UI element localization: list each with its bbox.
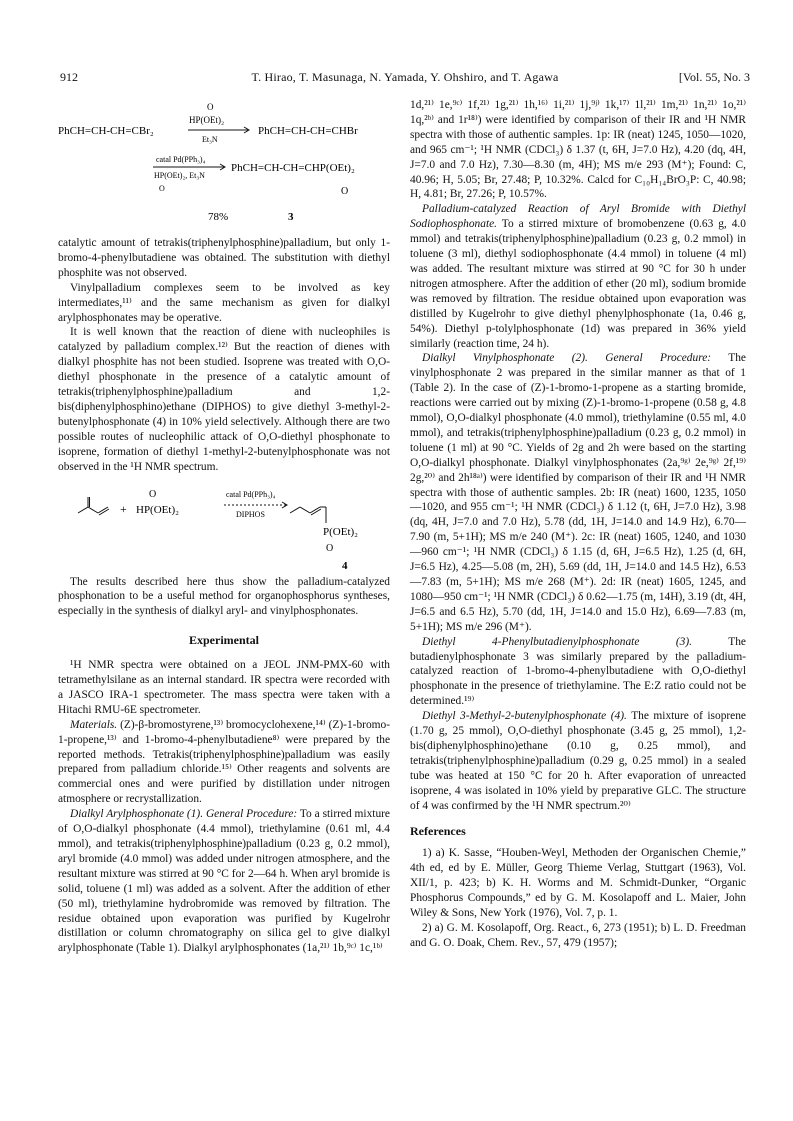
vinyl-text: The vinylphosphonate 2 was prepared in the similar manner as that of 1 (Table 2). In the case of (Z)-1-bromo-1-propene as a starting bromide, reactions were carried out by mixing (Z)-1-bromo-1-propene (0.58 g, 4.8 mmol), O,O-dialkyl phosphonate (4.0 mmol), triethylamine (0.55 ml, 4.0 mmol), and tetrakis(triphenylphosphine)palladium (0.23 g, 0.2 mmol) in toluene (1 ml) at 90 °C. Yields of 2g and 2h were based on the starting O,O-dialkyl phosphonate. Dialkyl vinylphosphonates (2a,⁹ᵍ⁾ 2e,⁹ᵍ⁾ 2f,¹⁹⁾ 2g,²⁰⁾ and 2h¹⁸ᵃ⁾) were identified by comparison of their IR and ¹H NMR spectra with those of authentic samples. 2b: IR (neat) 1600, 1235, 1050—1020, and 955 cm⁻¹; ¹H NMR (CDCl₃) δ 1.12 (t, 6H, J=7.0 Hz), 3.98 (dq, 4H, J=7.0 and 7.0 Hz), 5.78 (dd, 1H, J=14.0 and 14.9 Hz), 6.70—7.90 (m, 5+1H); MS m/e 240 (M⁺). 2c: IR (neat) 1605, 1240, and 1030—960 cm⁻¹; ¹H NMR (CDCl₃) δ 1.15 (d, 6H, J=6.5 Hz), 1.25 (d, 6H, J=6.5 Hz), 4.25—5.08 (m, 2H), 5.69 (dd, 1H, J=14.0 and 14.5 Hz), 6.53—7.83 (m, 5+1H); MS m/e 268 (M⁺). 2d: IR (neat) 1605, 1245, and 1080—950 cm⁻¹; ¹H NMR (CDCl₃) δ 0.62—1.75 (m, 14H), 3.19 (dt, 4H, J=6.5 and 6.5 Hz), 5.70 (dd, 1H, J=14.0 and 15.0 Hz), 6.69—7.83 (m, 5+1H); MS m/e 296 (M⁺).: [410, 352, 746, 633]
materials-paragraph: [58, 718, 390, 807]
left-paragraph-2: Vinylpalladium complexes seem to be involved as key intermediates,¹¹⁾ and the same mechanism as given for dialkyl arylphosphonates may be operative.: [58, 281, 390, 324]
diethyl3-paragraph: [410, 709, 746, 813]
product-4-structure: [290, 507, 326, 523]
scheme-1-reagent-oxygen: O: [207, 102, 214, 112]
scheme-2-product-oxygen: O: [326, 542, 334, 554]
scheme-2-product-phosphorus: P(OEt)₂: [323, 525, 358, 538]
scheme-1-reagent: HP(OEt)₂: [189, 115, 225, 125]
scheme-1-reagent-2-oxygen: O: [159, 184, 165, 193]
scheme-2-catalyst: catal Pd(PPh₃)₄: [226, 489, 276, 499]
scheme-1-catalyst: catal Pd(PPh₃)₄: [156, 155, 206, 164]
materials-text: (Z)-β-bromostyrene,¹³⁾ bromocyclohexene,¹⁴⁾ (Z)-1-bromo-1-propene,¹³⁾ and 1-bromo-4-phenylbutadiene⁸⁾ were prepared by the reported methods. Tetrakis(triphenylphosphine)palladium was easily prepared from palladium chloride.¹⁵⁾ Other reagents and solvents are commercial ones and were purified by distillation under nitrogen atmosphere or recrystallization.: [58, 718, 390, 806]
pd-aryl-text: To a stirred mixture of bromobenzene (0.63 g, 4.0 mmol) and tetrakis(triphenylphosphine)palladium (0.23 g, 0.2 mmol) in toluene (3 ml), diethyl sodiophosphonate (4.4 mmol) in toluene (4 ml) was added. The resultant mixture was stirred at 90 °C for 30 h under nitrogen atmosphere. After the addition of ether (20 ml), sodium bromide was removed by filtration. The residue obtained upon evaporation was distilled by Kugelrohr to give diethyl phenylphosphonate (1a, 0.46 g, 54%). Diethyl p-tolylphosphonate (1d) was prepared in 36% yield similarly (reaction time, 24 h).: [410, 218, 746, 350]
diethyl4-label: Diethyl 4-Phenylbutadienylphosphonate (3).: [422, 635, 693, 648]
experimental-heading: Experimental: [189, 633, 259, 648]
diethyl4-paragraph: [410, 635, 746, 710]
running-header: [60, 70, 750, 86]
scheme-1-product-oxygen: O: [341, 186, 349, 197]
scheme-1-base: Et₃N: [202, 135, 218, 144]
scheme-2-ligand: DIPHOS: [236, 509, 265, 519]
diethyl3-label: Diethyl 3-Methyl-2-butenylphosphonate (4).: [422, 710, 627, 723]
scheme-1-reagent-2: HP(OEt)₂, Et₃N: [154, 171, 205, 180]
scheme-1-reactant: PhCH=CH-CH=CBr₂: [58, 125, 154, 137]
dialkyl-aryl-label: Dialkyl Arylphosphonate (1). General Procedure:: [70, 808, 298, 821]
reference-2: 2) a) G. M. Kosolapoff, Org. React., 6, 273 (1951); b) L. D. Freedman and G. O. Doak, Chem. Rev., 57, 479 (1957);: [410, 921, 746, 949]
pd-aryl-paragraph: [410, 202, 746, 351]
scheme-2-plus: +: [120, 501, 127, 516]
dialkyl-aryl-text: To a stirred mixture of O,O-dialkyl phosphonate (4.4 mmol), triethylamine (0.61 ml, 4.4 mmol), and tetrakis(triphenylphosphine)palladium (0.23 g, 0.2 mmol), aryl bromide (4.0 mmol) was added under nitrogen atmosphere, and the resultant mixture was stirred at 90 °C for 2—64 h. When aryl bromide is solid, toluene (1 ml) was added as a solvent. After the addition of ether (50 ml), triethylamine hydrobromide was removed by filtration. The residue obtained upon evaporation was purified by Kugelrohr distillation or column chromatography on silica gel to give dialkyl arylphosphonate (Table 1). Dialkyl arylphosphonates (1a,²¹⁾ 1b,⁹ᶜ⁾ 1c,¹ᵇ⁾: [58, 808, 390, 955]
left-column: [58, 98, 390, 956]
volume-info: [Vol. 55, No. 3: [678, 70, 750, 84]
isoprene-structure: [78, 497, 109, 515]
dialkyl-aryl-paragraph: [58, 807, 390, 956]
left-paragraph-4: The results described here thus show the palladium-catalyzed phosphonation to be a useful method for organophosphorus syntheses, especially in the synthesis of dialkyl aryl- and vinylphosphonates.: [58, 575, 390, 618]
scheme-1-graphic: [58, 98, 390, 236]
left-paragraph-5: ¹H NMR spectra were obtained on a JEOL JNM-PMX-60 with tetramethylsilane as an internal standard. IR spectra were recorded with a JASCO IRA-1 spectrometer. The mass spectra were taken with a Hitachi RMU-6E spectrometer.: [58, 659, 390, 716]
reference-1: 1) a) K. Sasse, “Houben-Weyl, Methoden der Organischen Chemie,” 4th ed, ed by E. Müller, Georg Thieme Verlag, Stuttgart (1963), Vol. XII/1, p. 423; b) K. H. Worms and M. Schmidt-Dunker, “Organic Phosphorus Compounds,” ed by G. M. Kosolapoff and L. Maier, John Wiley & Sons, New York (1976), Vol. 7, p. 1.: [410, 847, 746, 920]
scheme-2-compound-number: 4: [342, 559, 348, 572]
scheme-2-graphic: [58, 475, 390, 575]
vinyl-label: Dialkyl Vinylphosphonate (2). General Procedure:: [422, 352, 712, 365]
pd-aryl-label: Palladium-catalyzed Reaction of Aryl Bromide with Diethyl Sodiophosphonate.: [410, 203, 746, 231]
vinyl-paragraph: [410, 351, 746, 634]
right-paragraph-1: 1d,²¹⁾ 1e,⁹ᶜ⁾ 1f,²¹⁾ 1g,²¹⁾ 1h,¹⁶⁾ 1i,²¹⁾ 1j,⁹ʲ⁾ 1k,¹⁷⁾ 1l,²¹⁾ 1m,²¹⁾ 1n,²¹⁾ 1o,²¹⁾ 1q,²ᵇ⁾ and 1r¹⁸⁾) were identified by comparison of their IR and ¹H NMR spectra with those of authentic samples. 1p: IR (neat) 1245, 1050—1020, and 965 cm⁻¹; ¹H NMR (CDCl₃) δ 1.37 (t, 6H, J=7.0 Hz), 4.20 (dq, 4H, J=7.0 and 7.0 Hz), 7.30—8.30 (m, 4H); MS m/e 293 (M⁺); Found: C, 40.96; H, 5.05; Br, 27.48; P, 10.32%. Calcd for C₁₀H₁₄BrO₃P: C, 40.98; H, 4.81; Br, 27.26; P, 10.57%.: [410, 99, 746, 201]
scheme-1-intermediate: PhCH=CH-CH=CHBr: [258, 125, 358, 137]
references-heading: References: [410, 823, 466, 838]
scheme-2-reagent: HP(OEt)₂: [136, 503, 179, 516]
scheme-1-yield: 78%: [208, 211, 229, 223]
reaction-scheme-1: [58, 98, 390, 236]
right-column: [410, 98, 746, 951]
diethyl4-text: The butadienylphosphonate 3 was similarly prepared by the palladium-catalyzed reaction of 1-bromo-4-phenylbutadiene with O,O-diethyl phosphonate in the presence of triethylamine. The E:Z ratio could not be determined.¹⁹⁾: [410, 635, 746, 708]
scheme-1-compound-number: 3: [288, 211, 294, 223]
left-paragraph-1: catalytic amount of tetrakis(triphenylphosphine)palladium, but only 1-bromo-4-phenylbutadiene was obtained. The substitution with diethyl phosphite was not observed.: [58, 237, 390, 279]
reaction-scheme-2: [58, 475, 390, 575]
scheme-2-reagent-oxygen: O: [149, 488, 157, 500]
scheme-1-product: PhCH=CH-CH=CHP(OEt)₂: [231, 162, 355, 174]
page-number: 912: [60, 70, 78, 84]
materials-label: Materials.: [70, 718, 118, 731]
diethyl3-text: The mixture of isoprene (1.70 g, 25 mmol), O,O-diethyl phosphonate (3.45 g, 25 mmol), 1,2-bis(diphenylphosphino)ethane (0.10 g, 0.25 mmol), and tetrakis(triphenylphosphine)palladium (0.29 g, 0.25 mmol) in a sealed tube was heated at 150 °C for 20 h. After evaporation of unreacted isoprene, 4 was isolated in 10% yield by preparative GLC. The structure of 4 was confirmed by the ¹H NMR spectrum.²⁰⁾: [410, 710, 746, 812]
left-paragraph-3: It is well known that the reaction of diene with nucleophiles is catalyzed by palladium complex.¹²⁾ But the reaction of dienes with dialkyl phosphite has not been studied. Isoprene was treated with O,O-diethyl phosphonate in the presence of a catalytic amount of tetrakis(triphenylphosphine)palladium and 1,2-bis(diphenylphosphino)ethane (DIPHOS) to give diethyl 3-methyl-2-butenylphosphonate (4) in 10% yield selectively. Although there are two possible routes of nucleophilic attack of O,O-diethyl phosphonate to isoprene, formation of diethyl 1-methyl-2-butenylphosphonate was not observed in the ¹H NMR spectrum.: [58, 326, 390, 473]
author-line: T. Hirao, T. Masunaga, N. Yamada, Y. Ohshiro, and T. Agawa: [251, 70, 559, 84]
